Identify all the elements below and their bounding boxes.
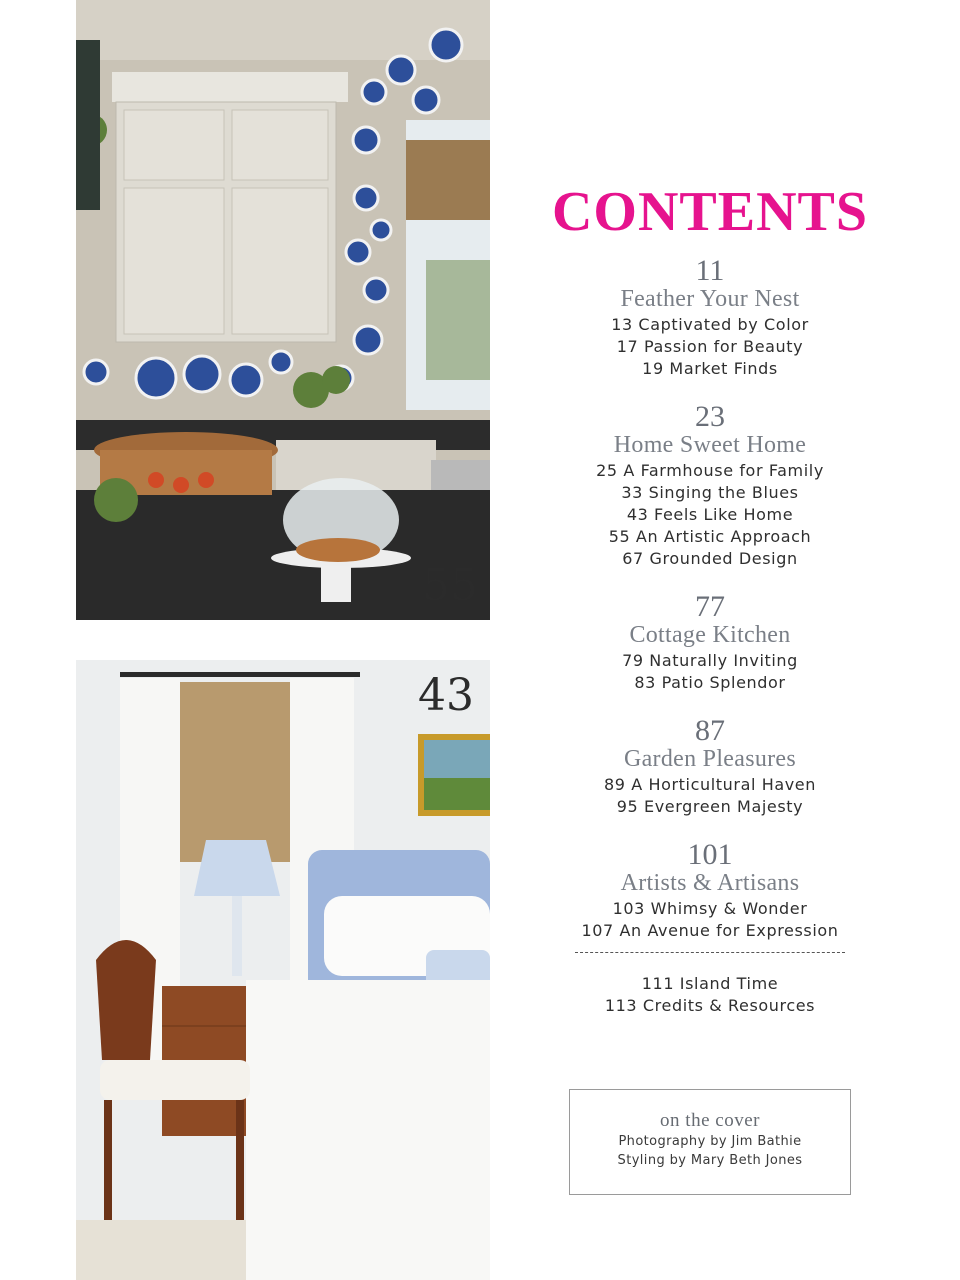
photo-page-number: 43 [418,670,474,721]
section-title: Artists & Artisans [620,870,800,896]
toc-entry: 89 A Horticultural Haven [604,775,816,794]
cover-heading: on the cover [660,1110,760,1131]
toc-entry: 113 Credits & Resources [604,996,816,1015]
section-title: Cottage Kitchen [629,622,791,648]
kitchen-photo [76,0,490,620]
section-page-number: 11 [695,254,725,287]
section-garden-pleasures [540,716,880,818]
extras-list [540,973,880,1017]
toc-entry: 103 Whimsy & Wonder [612,899,808,918]
section-title: Feather Your Nest [620,286,800,312]
toc-entry: 25 A Farmhouse for Family [596,461,824,480]
toc-entry: 67 Grounded Design [622,549,798,568]
toc-entry: 13 Captivated by Color [611,315,809,334]
section-title: Home Sweet Home [613,432,807,458]
toc-entry: 111 Island Time [641,974,779,993]
section-page-number: 87 [695,714,725,747]
toc-entry: 107 An Avenue for Expression [581,921,839,940]
toc-entry: 83 Patio Splendor [634,673,786,692]
section-page-number: 77 [695,590,725,623]
section-page-number: 23 [695,400,725,433]
section-home-sweet-home [540,402,880,570]
section-title: Garden Pleasures [623,746,797,772]
section-page-number: 101 [687,838,733,871]
contents-title: CONTENTS [551,181,869,243]
toc-entry: 55 An Artistic Approach [608,527,812,546]
bedroom-illustration [76,660,490,1280]
bedroom-photo [76,660,490,1280]
toc-entry: 19 Market Finds [642,359,778,378]
cover-credits-box [569,1089,851,1195]
toc-entry: 95 Evergreen Majesty [616,797,804,816]
toc-entry: 43 Feels Like Home [626,505,794,524]
dashed-divider [575,952,845,953]
toc-entry: 17 Passion for Beauty [616,337,804,356]
contents-list [540,180,880,1017]
toc-entry: 33 Singing the Blues [621,483,799,502]
toc-entry: 79 Naturally Inviting [622,651,798,670]
kitchen-illustration [76,0,490,620]
photography-credit: Photography by Jim Bathie [618,1134,802,1149]
styling-credit: Styling by Mary Beth Jones [617,1153,803,1168]
photo-page-number: 55 [422,560,478,611]
section-feather-your-nest [540,256,880,380]
section-cottage-kitchen [540,592,880,694]
section-artists-artisans [540,840,880,942]
